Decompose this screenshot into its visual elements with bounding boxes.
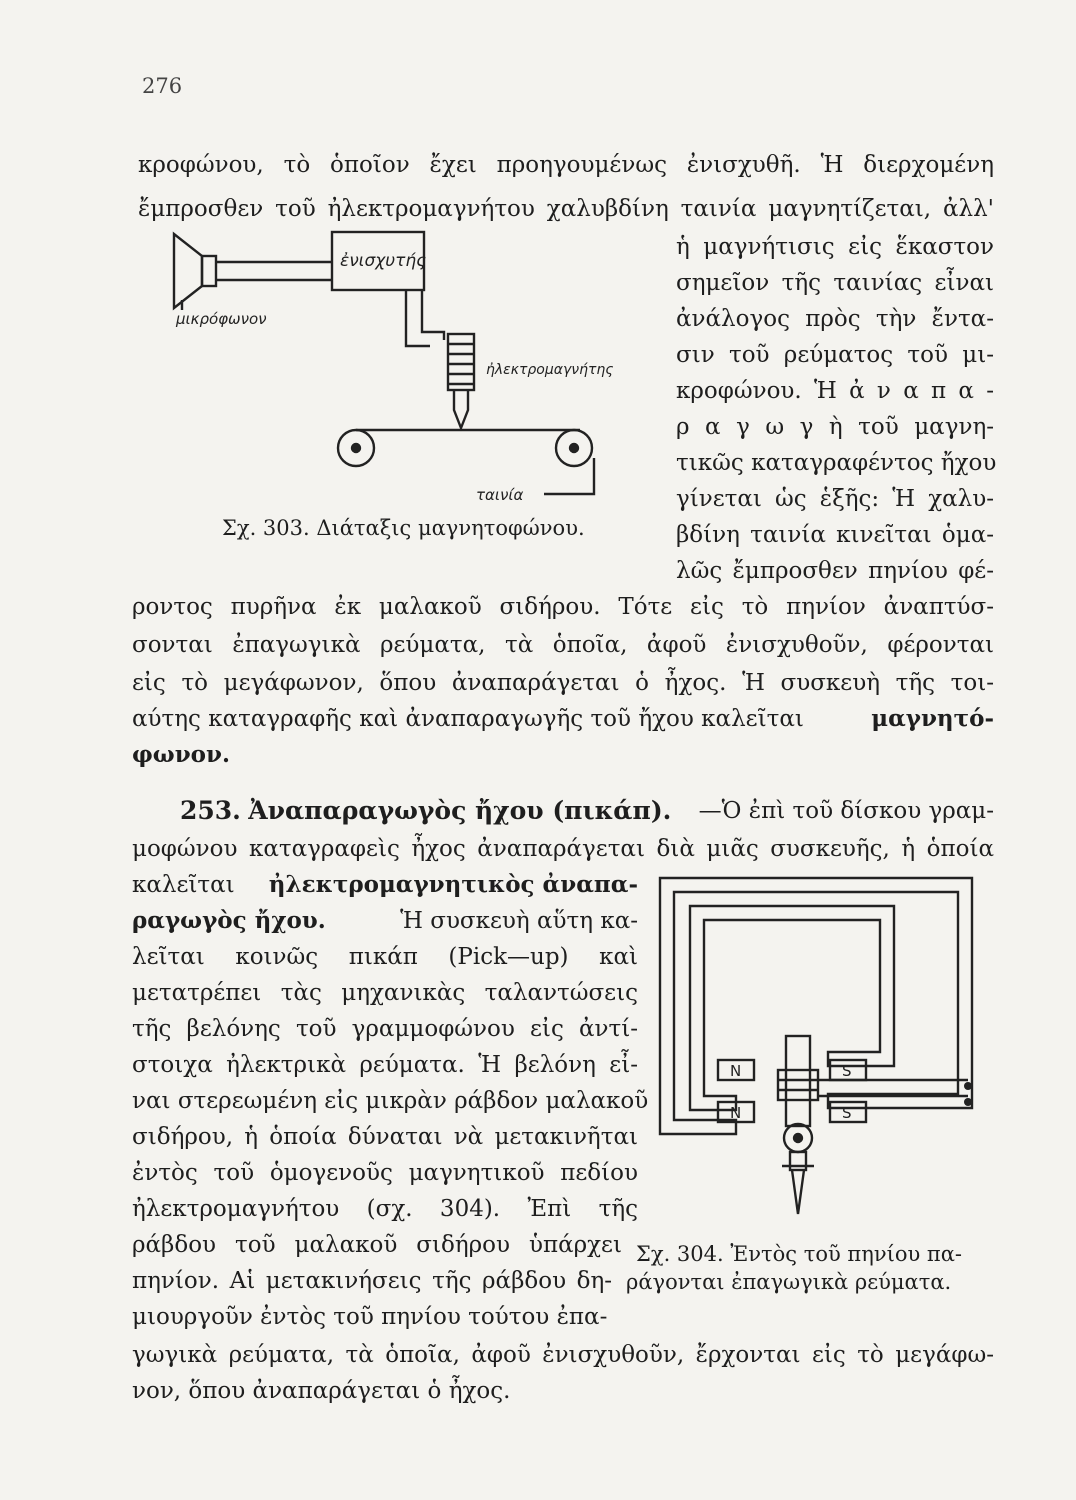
text-line: κροφώνου. Ἡ ἀ ν α π α - xyxy=(676,378,994,404)
text-line xyxy=(132,870,638,900)
text-line: ἡ μαγνήτισις εἰς ἕκαστον xyxy=(676,234,994,260)
text-line: ρ α γ ω γ ὴ τοῦ μαγνη- xyxy=(676,414,994,440)
text-fragment: —Ὁ ἐπὶ τοῦ δίσκου γραμ- xyxy=(698,798,994,824)
figure-304-diagram xyxy=(650,866,990,1236)
text-fragment: Ἡ συσκευὴ αὕτη κα- xyxy=(400,908,638,934)
amplifier-label: ἐνισχυτής xyxy=(340,251,427,271)
text-line: τικῶς καταγραφέντος ἤχου xyxy=(676,450,997,476)
microphone-icon xyxy=(174,234,202,308)
text-line: ράβδου τοῦ μαλακοῦ σιδήρου ὑπάρχει xyxy=(132,1232,622,1258)
section-number: 253. xyxy=(180,796,241,825)
page-number: 276 xyxy=(142,74,183,98)
term-pickup-end: ραγωγὸς ἤχου. xyxy=(132,907,326,934)
term-pickup: ἠλεκτρομαγνητικὸς ἀναπα- xyxy=(268,871,638,898)
text-line: γίνεται ὡς ἑξῆς: Ἡ χαλυ- xyxy=(676,486,994,512)
text-line xyxy=(132,906,638,936)
text-line: μετατρέπει τὰς μηχανικὰς ταλαντώσεις xyxy=(132,980,638,1006)
text-line: ροντος πυρῆνα ἐκ μαλακοῦ σιδήρου. Τότε εἰς τὸ πηνίον ἀναπτύσ- xyxy=(132,594,994,620)
text-line: λεῖται κοινῶς πικάπ (Pick—up) καὶ xyxy=(132,944,638,970)
text-line: ἠλεκτρομαγνήτου (σχ. 304). Ἐπὶ τῆς xyxy=(132,1196,638,1222)
section-title: Ἀναπαραγωγὸς ἤχου (πικάπ). xyxy=(248,796,672,825)
text-line xyxy=(132,740,230,770)
terminal-dot xyxy=(964,1098,972,1106)
text-line: εἰς τὸ μεγάφωνον, ὅπου ἀναπαράγεται ὁ ἦχος. Ἡ συσκευὴ τῆς τοι- xyxy=(132,670,994,696)
section-253-heading xyxy=(180,796,994,827)
figure-304-caption-line1: Σχ. 304. Ἐντὸς τοῦ πηνίου πα- xyxy=(636,1242,962,1266)
needle-icon xyxy=(792,1170,804,1214)
text-line xyxy=(132,704,994,734)
text-line: σιδήρου, ἡ ὁποία δύναται νὰ μετακινῆται xyxy=(132,1124,638,1150)
pole-label-s: S xyxy=(842,1062,852,1080)
text-line: ἀνάλογος πρὸς τὴν ἔντα- xyxy=(676,306,994,332)
term-magnetophone-end: φωνον. xyxy=(132,741,230,768)
pole-label-n: N xyxy=(730,1104,742,1122)
text-line: σημεῖον τῆς ταινίας εἶναι xyxy=(676,270,994,296)
text-line: ἐντὸς τοῦ ὁμογενοῦς μαγνητικοῦ πεδίου xyxy=(132,1160,638,1186)
electromagnet-coil xyxy=(448,334,474,390)
terminal-dot xyxy=(964,1082,972,1090)
text-line: ἔμπροσθεν τοῦ ἠλεκτρομαγνήτου χαλυβδίνη ταινία μαγνητίζεται, ἀλλ' xyxy=(138,196,994,222)
figure-304-caption-line2: ράγονται ἐπαγωγικὰ ρεύματα. xyxy=(626,1270,952,1294)
text-line: μοφώνου καταγραφεὶς ἦχος ἀναπαράγεται διὰ μιᾶς συσκευῆς, ἡ ὁποία xyxy=(132,836,994,862)
text-fragment: καλεῖται xyxy=(132,872,235,898)
text-line: λῶς ἔμπροσθεν πηνίου φέ- xyxy=(676,558,994,584)
electromagnet-label: ἠλεκτρομαγνήτης xyxy=(486,362,614,378)
text-line: πηνίον. Αἱ μετακινήσεις τῆς ράβδου δη- xyxy=(132,1268,612,1294)
figure-303-diagram xyxy=(160,222,640,512)
text-line: σιν τοῦ ρεύματος τοῦ μι- xyxy=(676,342,994,368)
text-line: σονται ἐπαγωγικὰ ρεύματα, τὰ ὁποῖα, ἀφοῦ ἐνισχυθοῦν, φέρονται xyxy=(132,632,994,658)
text-line: γωγικὰ ρεύματα, τὰ ὁποῖα, ἀφοῦ ἐνισχυθοῦν, ἔρχονται εἰς τὸ μεγάφω- xyxy=(132,1342,994,1368)
tape-label: ταινία xyxy=(476,486,524,504)
text-line: ναι στερεωμένη εἰς μικρὰν ράβδον μαλακοῦ xyxy=(132,1088,649,1114)
text-line: βδίνη ταινία κινεῖται ὁμα- xyxy=(676,522,994,548)
text-line: κροφώνου, τὸ ὁποῖον ἔχει προηγουμένως ἐνισχυθῆ. Ἡ διερχομένη xyxy=(138,152,994,178)
text-line: τῆς βελόνης τοῦ γραμμοφώνου εἰς ἀντί- xyxy=(132,1016,638,1042)
text-line: μιουργοῦν ἐντὸς τοῦ πηνίου τούτου ἐπα- xyxy=(132,1304,608,1330)
pole-label-n: N xyxy=(730,1062,742,1080)
text-fragment: αύτης καταγραφῆς καὶ ἀναπαραγωγῆς τοῦ ἤχου καλεῖται xyxy=(132,706,804,732)
term-magnetophone: μαγνητό- xyxy=(871,705,994,732)
pickup-coil xyxy=(778,1070,818,1100)
text-line: στοιχα ἠλεκτρικὰ ρεύματα. Ἡ βελόνη εἶ- xyxy=(132,1052,638,1078)
pole-label-s: S xyxy=(842,1104,852,1122)
text-line: νον, ὅπου ἀναπαράγεται ὁ ἦχος. xyxy=(132,1378,511,1404)
microphone-label: μικρόφωνον xyxy=(176,310,267,328)
figure-303-caption: Σχ. 303. Διάταξις μαγνητοφώνου. xyxy=(222,516,585,540)
